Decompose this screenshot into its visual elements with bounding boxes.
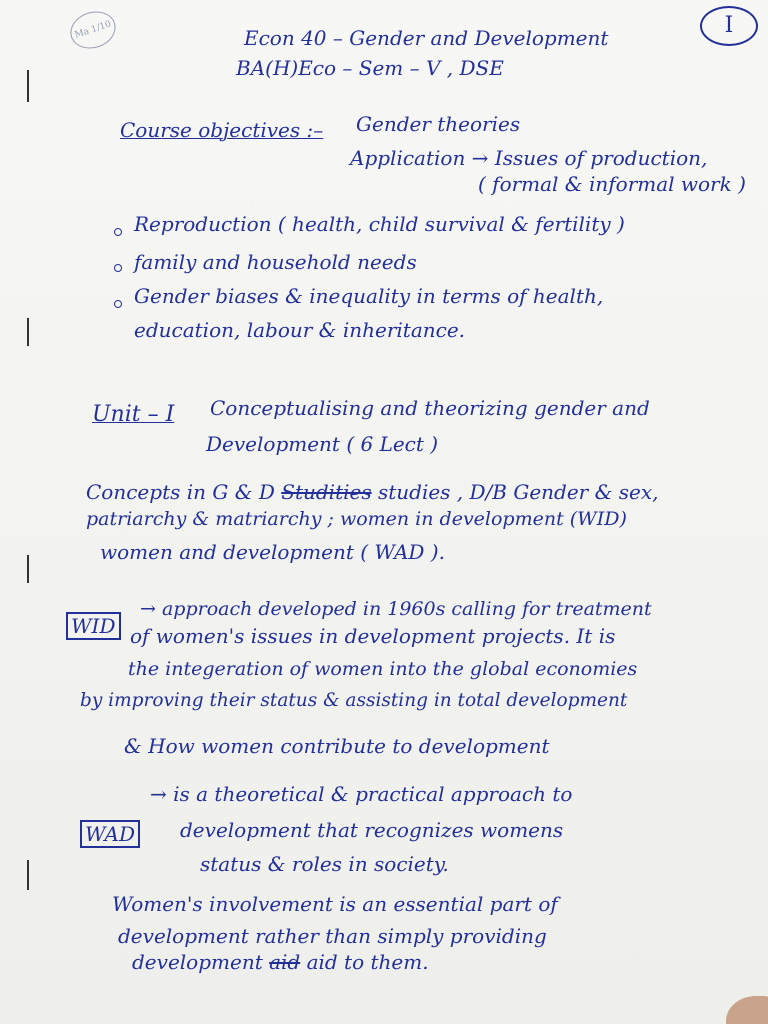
concepts-line-1 bbox=[86, 480, 659, 504]
concepts-line-2: patriarchy & matriarchy ; women in development (WID) bbox=[86, 508, 627, 530]
objective-2: Application → Issues of production, bbox=[350, 146, 708, 170]
margin-tick bbox=[27, 70, 29, 102]
wid-line-1: → approach developed in 1960s calling for treatment bbox=[140, 598, 652, 620]
wad-line-6-end: aid to them. bbox=[306, 950, 429, 974]
bullet-item: Gender biases & inequality in terms of health, bbox=[134, 284, 604, 308]
objective-2-detail: ( formal & informal work ) bbox=[478, 172, 746, 196]
bullet-item-continued: education, labour & inheritance. bbox=[134, 318, 466, 342]
concepts-line-3: women and development ( WAD ). bbox=[100, 540, 445, 564]
thumb-in-frame bbox=[726, 996, 768, 1024]
wad-line-2: development that recognizes womens bbox=[180, 818, 564, 842]
concepts-start: Concepts in G & D bbox=[86, 480, 275, 504]
bullet-item: family and household needs bbox=[134, 250, 417, 274]
wad-line-6-start: development bbox=[132, 950, 263, 974]
wad-line-5: development rather than simply providing bbox=[118, 924, 547, 948]
wid-tag: WID bbox=[66, 614, 121, 638]
struck-word: Studities bbox=[281, 480, 372, 504]
bullet-icon bbox=[114, 228, 122, 236]
corner-stamp: Ma 1/10 bbox=[66, 6, 121, 54]
unit-label: Unit – I bbox=[92, 402, 175, 427]
wid-line-3: the integeration of women into the global economies bbox=[128, 658, 638, 680]
wad-line-6 bbox=[132, 950, 429, 974]
course-title: Econ 40 – Gender and Development bbox=[244, 26, 609, 50]
bullet-icon bbox=[114, 264, 122, 272]
margin-tick bbox=[27, 318, 29, 346]
wad-line-3: status & roles in society. bbox=[200, 852, 449, 876]
bullet-icon bbox=[114, 300, 122, 308]
course-subtitle: BA(H)Eco – Sem – V , DSE bbox=[236, 56, 504, 80]
unit-title-2: Development ( 6 Lect ) bbox=[206, 432, 439, 456]
unit-title-1: Conceptualising and theorizing gender and bbox=[210, 396, 650, 420]
margin-tick bbox=[27, 860, 29, 890]
objectives-label: Course objectives :– bbox=[120, 118, 324, 142]
margin-tick bbox=[27, 555, 29, 583]
wad-tag: WAD bbox=[80, 822, 140, 846]
wad-line-1: → is a theoretical & practical approach to bbox=[150, 782, 573, 806]
wid-line-2: of women's issues in development projects. It is bbox=[130, 624, 616, 648]
bullet-item: Reproduction ( health, child survival & fertility ) bbox=[134, 212, 625, 236]
struck-word: aid bbox=[269, 950, 301, 974]
concepts-end: studies , D/B Gender & sex, bbox=[377, 480, 659, 504]
page-number: I bbox=[700, 6, 758, 46]
objective-1: Gender theories bbox=[356, 112, 521, 136]
wid-line-5: & How women contribute to development bbox=[124, 734, 550, 758]
wid-line-4: by improving their status & assisting in total development bbox=[80, 690, 628, 711]
wad-line-4: Women's involvement is an essential part of bbox=[112, 892, 558, 916]
